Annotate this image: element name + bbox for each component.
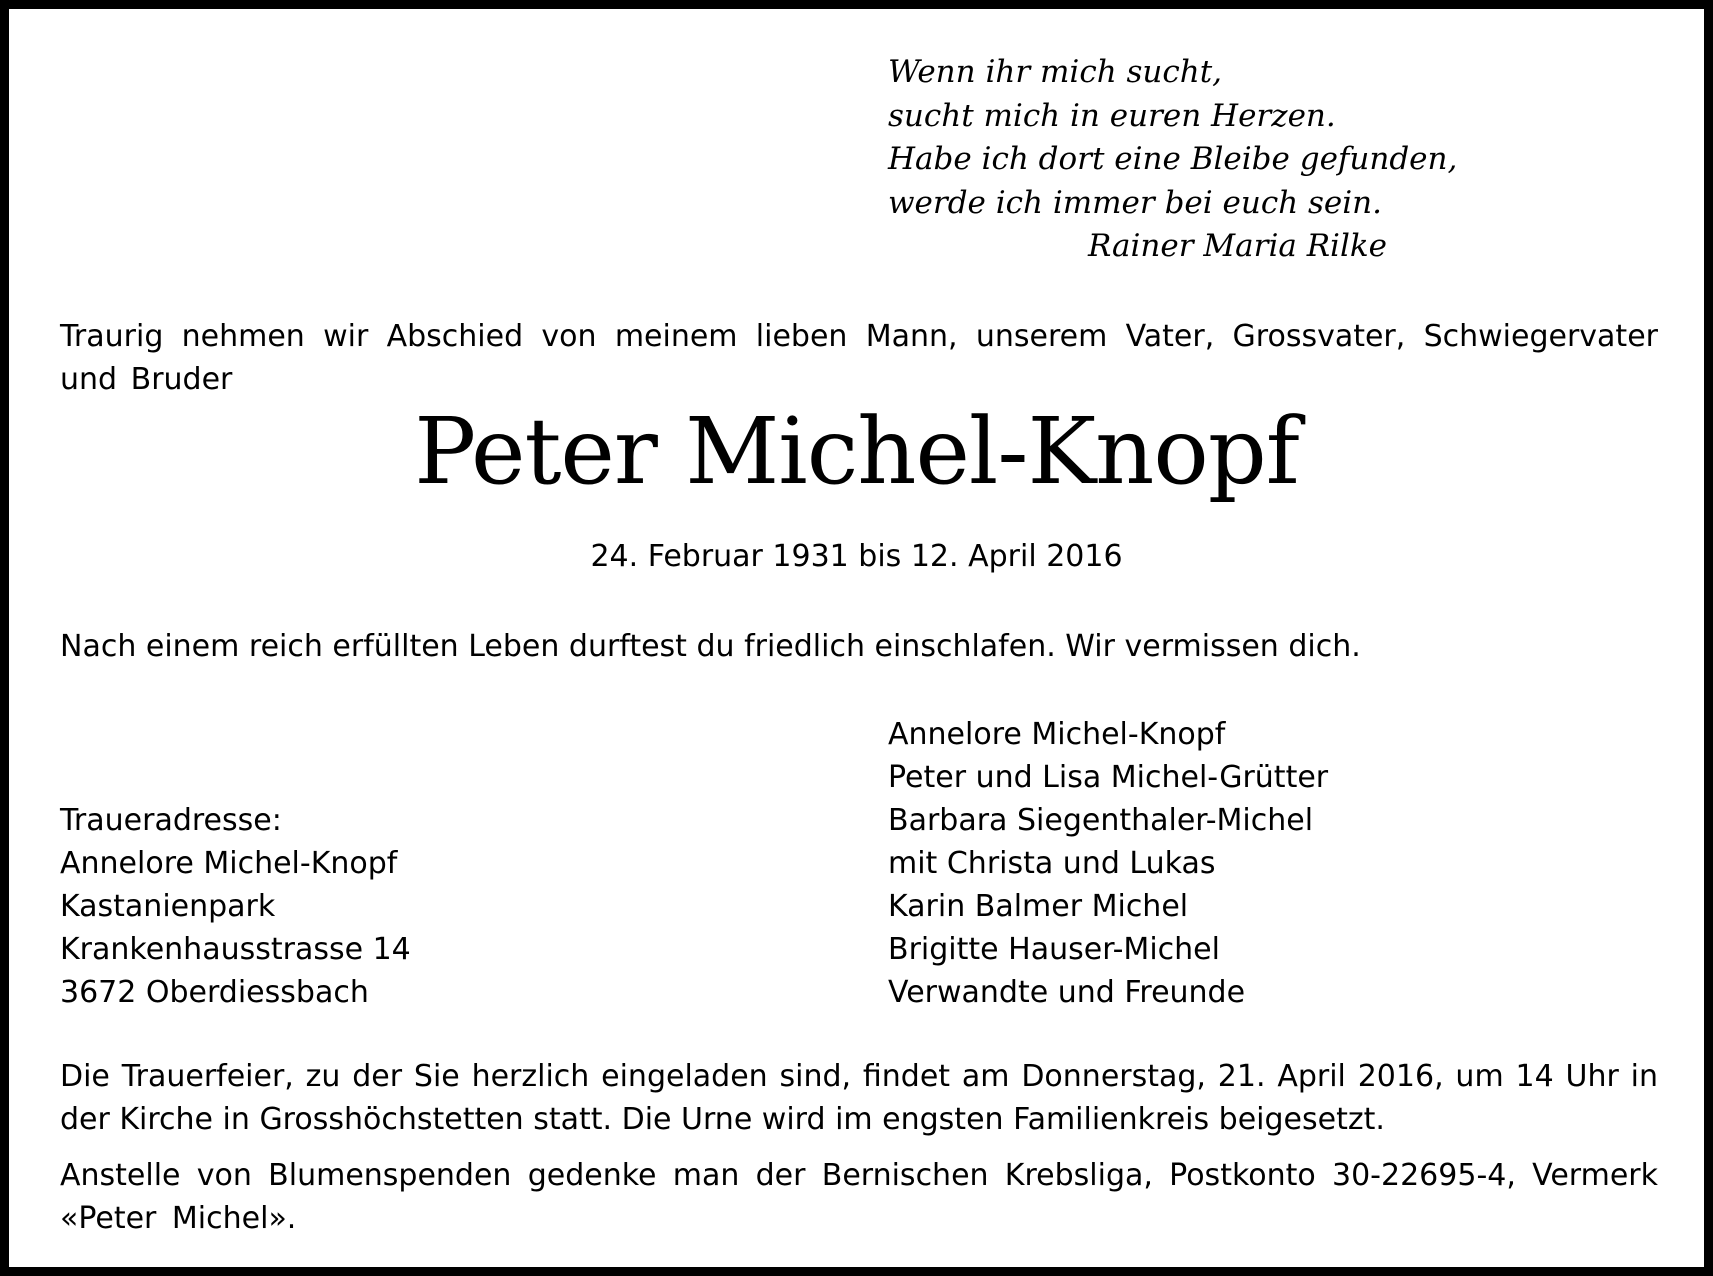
poem-quote <box>888 51 1458 269</box>
poem-line: Habe ich dort eine Bleibe gefunden, <box>888 141 1458 177</box>
obituary-notice <box>9 9 1704 1267</box>
poem-line: werde ich immer bei euch sein. <box>888 184 1383 221</box>
closing-text: Nach einem reich erfüllten Leben durftest du friedlich einschlafen. Wir vermissen dich. <box>60 629 1361 664</box>
family-member: mit Christa und Lukas <box>888 846 1216 881</box>
family-member: Verwandte und Freunde <box>888 975 1246 1010</box>
ceremony-info: Die Trauerfeier, zu der Sie herzlich eingeladen sind, findet am Donnerstag, 21. April 2016, um 14 Uhr in der Kirche in Grosshöchstetten statt. Die Urne wird im engsten Familienkreis beigesetzt. <box>60 1059 1658 1137</box>
address-line: Krankenhausstrasse 14 <box>60 932 411 967</box>
poem-line: sucht mich in euren Herzen. <box>888 97 1336 134</box>
mourning-address <box>60 799 760 1014</box>
poem-author: Rainer Maria Rilke <box>1087 228 1387 264</box>
family-member: Karin Balmer Michel <box>888 889 1189 924</box>
family-list <box>888 713 1648 1014</box>
life-dates: 24. Februar 1931 bis 12. April 2016 <box>590 539 1123 574</box>
family-member: Brigitte Hauser-Michel <box>888 932 1220 967</box>
address-line: 3672 Oberdiessbach <box>60 975 369 1010</box>
intro-text: Traurig nehmen wir Abschied von meinem lieben Mann, unserem Vater, Grossvater, Schwiegervater und Bruder <box>60 319 1658 397</box>
address-label: Traueradresse: <box>60 803 282 838</box>
donation-info: Anstelle von Blumenspenden gedenke man der Bernischen Krebsliga, Postkonto 30-22695-4, Vermerk «Peter Michel». <box>60 1158 1658 1236</box>
poem-line: Wenn ihr mich sucht, <box>888 54 1223 90</box>
family-member: Peter und Lisa Michel-Grütter <box>888 760 1329 795</box>
deceased-name: Peter Michel-Knopf <box>414 398 1299 505</box>
family-member: Barbara Siegenthaler-Michel <box>888 803 1314 838</box>
address-line: Kastanienpark <box>60 889 276 924</box>
address-line: Annelore Michel-Knopf <box>60 846 398 881</box>
family-member: Annelore Michel-Knopf <box>888 717 1226 752</box>
